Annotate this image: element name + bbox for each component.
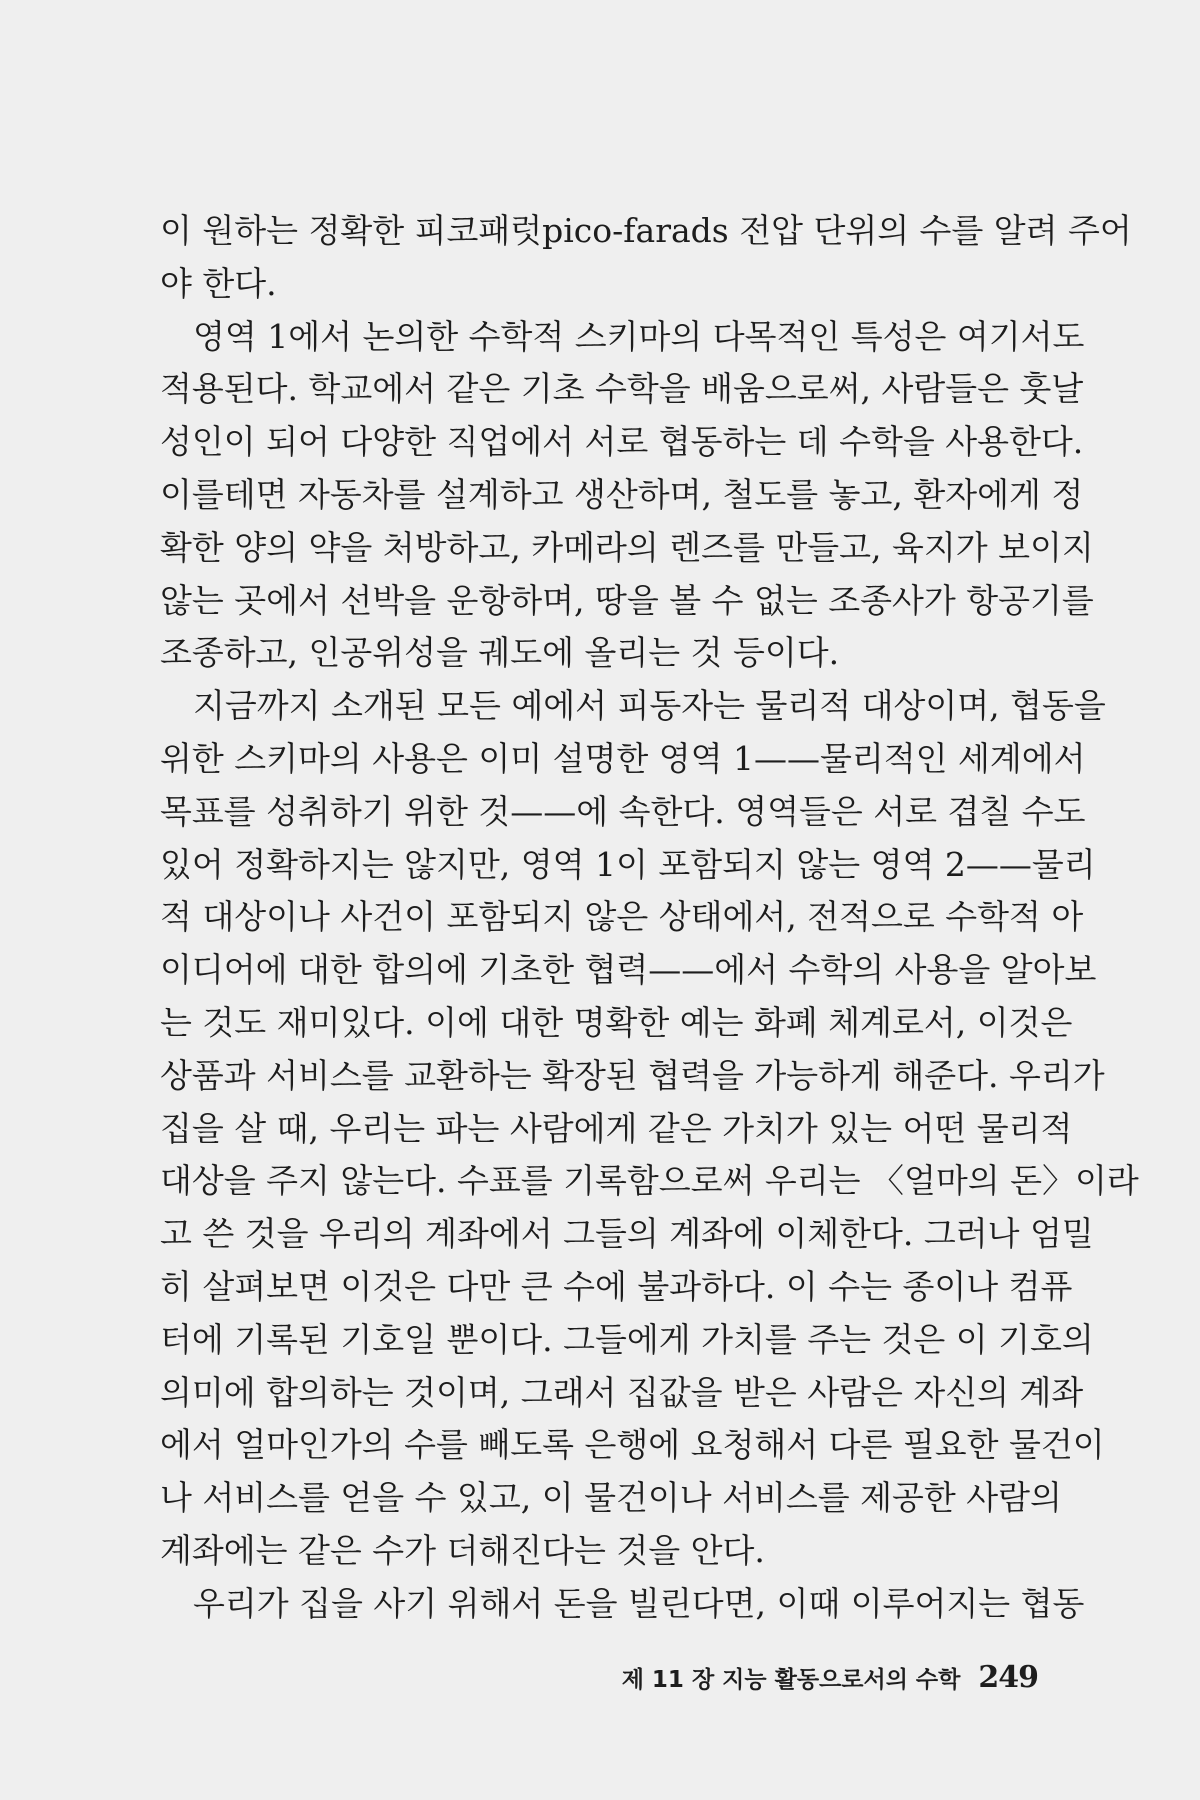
text-line: 목표를 성취하기 위한 것——에 속한다. 영역들은 서로 겹칠 수도 <box>160 791 1086 831</box>
text-line: 성인이 되어 다양한 직업에서 서로 협동하는 데 수학을 사용한다. <box>160 422 1084 462</box>
text-line: 집을 살 때, 우리는 파는 사람에게 같은 가치가 있는 어떤 물리적 <box>160 1108 1073 1148</box>
text-line: 상품과 서비스를 교환하는 확장된 협력을 가능하게 해준다. 우리가 <box>160 1055 1105 1095</box>
text-line: 대상을 주지 않는다. 수표를 기록함으로써 우리는 〈얼마의 돈〉이라 <box>160 1161 1139 1201</box>
text-line: 확한 양의 약을 처방하고, 카메라의 렌즈를 만들고, 육지가 보이지 <box>160 527 1094 567</box>
text-line: 영역 1에서 논의한 수학적 스키마의 다목적인 특성은 여기서도 <box>193 316 1085 356</box>
text-line: 조종하고, 인공위성을 궤도에 올리는 것 등이다. <box>160 633 840 673</box>
text-line: 계좌에는 같은 수가 더해진다는 것을 안다. <box>160 1530 765 1570</box>
text-line: 지금까지 소개된 모든 예에서 피동자는 물리적 대상이며, 협동을 <box>193 686 1106 726</box>
body-text <box>160 205 1139 1631</box>
page-footer <box>590 1658 1038 1698</box>
text-line: 의미에 합의하는 것이며, 그래서 집값을 받은 사람은 자신의 계좌 <box>160 1372 1084 1412</box>
text-line: 고 쓴 것을 우리의 계좌에서 그들의 계좌에 이체한다. 그러나 엄밀 <box>160 1214 1094 1254</box>
text-line: 않는 곳에서 선박을 운항하며, 땅을 볼 수 없는 조종사가 항공기를 <box>160 580 1094 620</box>
text-line: 나 서비스를 얻을 수 있고, 이 물건이나 서비스를 제공한 사람의 <box>160 1478 1062 1518</box>
text-line: 적용된다. 학교에서 같은 기초 수학을 배움으로써, 사람들은 훗날 <box>160 369 1084 409</box>
text-line: 위한 스키마의 사용은 이미 설명한 영역 1——물리적인 세계에서 <box>160 738 1086 778</box>
text-line: 에서 얼마인가의 수를 빼도록 은행에 요청해서 다른 필요한 물건이 <box>160 1425 1105 1465</box>
text-line: 우리가 집을 사기 위해서 돈을 빌린다면, 이때 이루어지는 협동 <box>193 1583 1085 1623</box>
text-line: 야 한다. <box>160 263 277 303</box>
running-head: 제 11 장 지능 활동으로서의 수학 <box>621 1667 961 1693</box>
text-line: 터에 기록된 기호일 뿐이다. 그들에게 가치를 주는 것은 이 기호의 <box>160 1319 1094 1359</box>
text-line: 적 대상이나 사건이 포함되지 않은 상태에서, 전적으로 수학적 아 <box>160 897 1084 937</box>
text-line: 이디어에 대한 합의에 기초한 협력——에서 수학의 사용을 알아보 <box>160 950 1097 990</box>
text-line: 이 원하는 정확한 피코패럿pico-farads 전압 단위의 수를 알려 주어 <box>160 211 1132 250</box>
text-line: 는 것도 재미있다. 이에 대한 명확한 예는 화폐 체계로서, 이것은 <box>160 1002 1073 1042</box>
text-line: 히 살펴보면 이것은 다만 큰 수에 불과하다. 이 수는 종이나 컴퓨 <box>160 1266 1073 1306</box>
page-number: 249 <box>978 1660 1038 1695</box>
text-line: 있어 정확하지는 않지만, 영역 1이 포함되지 않는 영역 2——물리 <box>160 844 1096 884</box>
text-line: 이를테면 자동차를 설계하고 생산하며, 철도를 놓고, 환자에게 정 <box>160 474 1084 514</box>
